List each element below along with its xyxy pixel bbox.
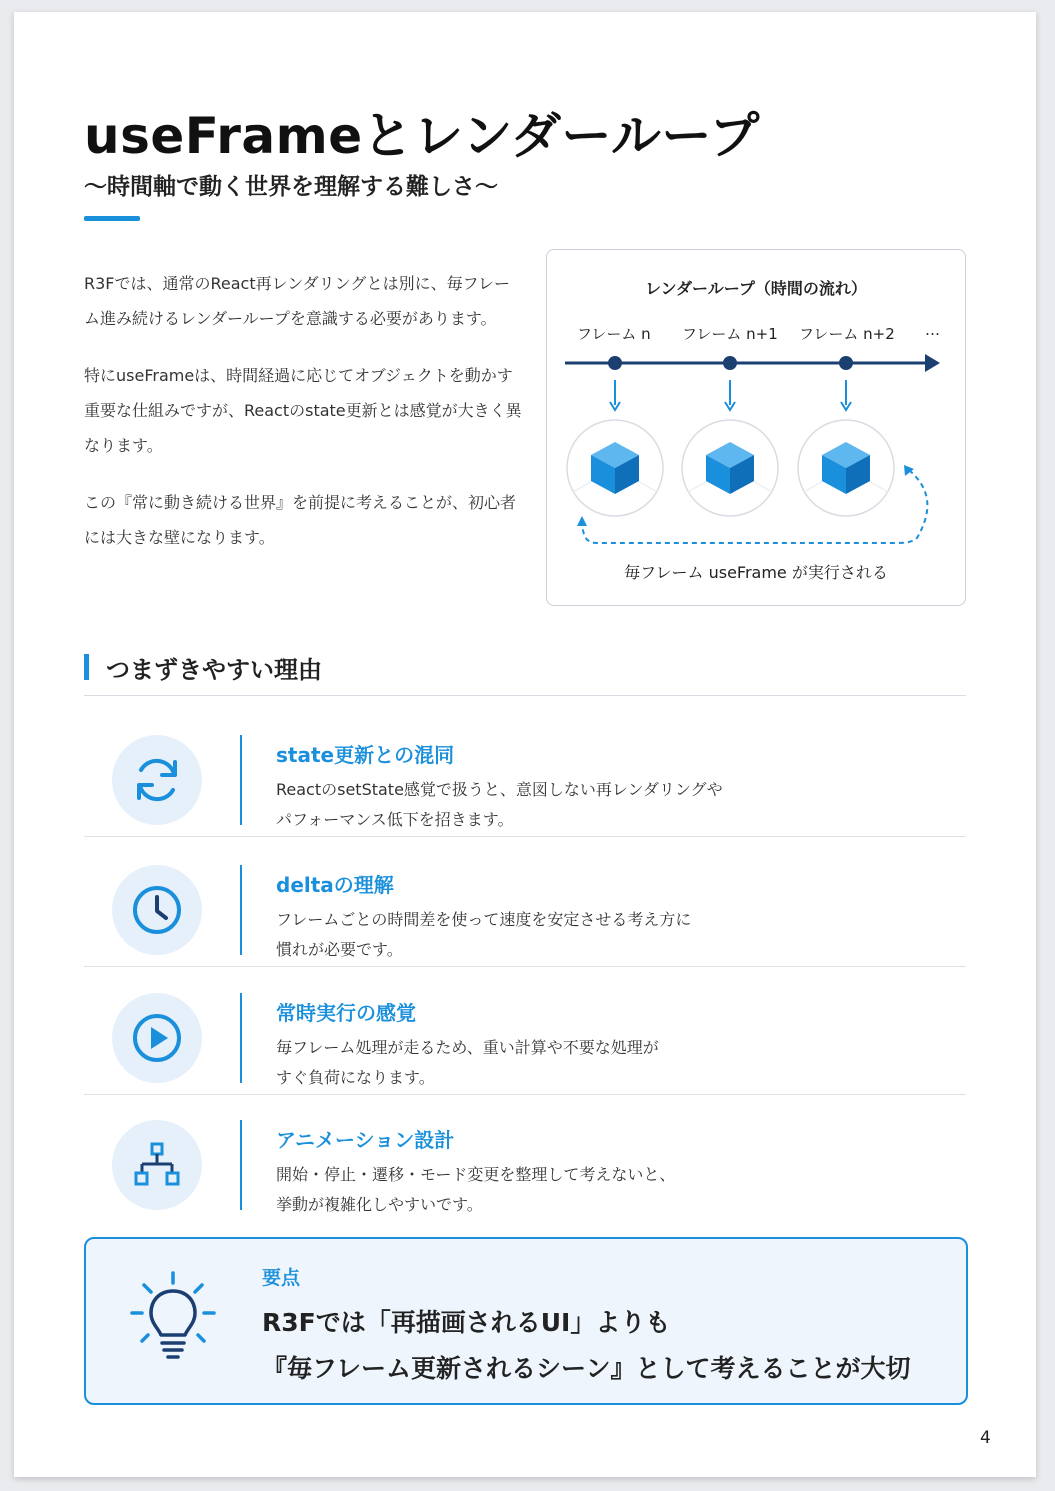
reason-item xyxy=(84,839,966,967)
intro-text xyxy=(84,266,524,577)
reason-body-line: 挙動が複雑化しやすいです。 xyxy=(276,1195,483,1214)
reason-body-line: 毎フレーム処理が走るため、重い計算や不要な処理が xyxy=(276,1038,659,1057)
timeline-arrow-icon xyxy=(925,354,940,372)
reason-body-line: ReactのsetState感覚で扱うと、意図しない再レンダリングや xyxy=(276,780,723,799)
timeline-dot xyxy=(839,356,853,370)
reason-body-line: 慣れが必要です。 xyxy=(276,940,403,959)
reason-divider xyxy=(240,735,242,825)
down-arrow-icon xyxy=(725,380,735,410)
reason-title: アニメーション設計 xyxy=(276,1128,455,1152)
reason-body-line: 開始・停止・遷移・モード変更を整理して考えないと、 xyxy=(276,1165,676,1184)
frame-ellipsis: … xyxy=(925,321,940,339)
reason-title: state更新との混同 xyxy=(276,743,455,767)
reason-divider xyxy=(240,1120,242,1210)
document-page xyxy=(14,12,1036,1477)
page-title: useFrameとレンダーループ xyxy=(84,107,760,165)
loop-arrowhead-icon xyxy=(577,516,587,526)
reason-rule xyxy=(84,836,966,837)
key-point-text: R3Fでは「再描画されるUI」よりも xyxy=(262,1308,671,1337)
timeline-dot xyxy=(723,356,737,370)
reason-title: deltaの理解 xyxy=(276,873,394,897)
play-icon xyxy=(112,993,202,1083)
reason-divider xyxy=(240,993,242,1083)
page-number: 4 xyxy=(980,1428,991,1448)
reason-body xyxy=(276,1033,896,1093)
hierarchy-icon xyxy=(112,1120,202,1210)
reason-title: 常時実行の感覚 xyxy=(276,1001,416,1025)
section-title: つまずきやすい理由 xyxy=(106,656,322,684)
intro-paragraph: この『常に動き続ける世界』を前提に考えることが、初心者には大きな壁になります。 xyxy=(84,493,517,547)
diagram-title: レンダーループ（時間の流れ） xyxy=(645,279,867,298)
intro-paragraph: 特にuseFrameは、時間経過に応じてオブジェクトを動かす重要な仕組みですが、Reactのstate更新とは感覚が大きく異なります。 xyxy=(84,366,522,455)
page-subtitle: ～時間軸で動く世界を理解する難しさ～ xyxy=(84,174,498,200)
reason-item xyxy=(84,1094,966,1222)
down-arrow-icon xyxy=(841,380,851,410)
clock-icon xyxy=(112,865,202,955)
diagram-caption: 毎フレーム useFrame が実行される xyxy=(624,563,888,582)
section-divider xyxy=(84,695,966,696)
key-point-label: 要点 xyxy=(262,1267,301,1289)
title-accent-bar xyxy=(84,216,140,221)
key-point-text: 『毎フレーム更新されるシーン』として考えることが大切 xyxy=(262,1354,911,1383)
reason-body-line: フレームごとの時間差を使って速度を安定させる考え方に xyxy=(276,910,692,929)
reason-body xyxy=(276,775,896,835)
reason-item xyxy=(84,709,966,837)
render-loop-diagram xyxy=(546,249,966,606)
frame-label: フレーム n xyxy=(577,325,651,343)
refresh-icon xyxy=(112,735,202,825)
reason-body-line: すぐ負荷になります。 xyxy=(276,1068,435,1087)
render-loop-graphic xyxy=(547,250,965,605)
cube-icon xyxy=(682,420,778,516)
reason-item xyxy=(84,967,966,1095)
frame-label: フレーム n+1 xyxy=(682,325,778,343)
loop-arrowhead-icon xyxy=(904,465,914,476)
reason-body xyxy=(276,1160,896,1220)
lightbulb-icon xyxy=(128,1269,218,1369)
frame-label: フレーム n+2 xyxy=(799,325,895,343)
intro-paragraph: R3Fでは、通常のReact再レンダリングとは別に、毎フレーム進み続けるレンダーループを意識する必要があります。 xyxy=(84,274,510,328)
cube-icon xyxy=(567,420,663,516)
key-point-box xyxy=(84,1237,968,1405)
reason-body xyxy=(276,905,896,965)
down-arrow-icon xyxy=(610,380,620,410)
timeline-dot xyxy=(608,356,622,370)
reason-body-line: パフォーマンス低下を招きます。 xyxy=(276,810,514,829)
reason-divider xyxy=(240,865,242,955)
cube-icon xyxy=(798,420,894,516)
section-accent-bar xyxy=(84,654,89,680)
